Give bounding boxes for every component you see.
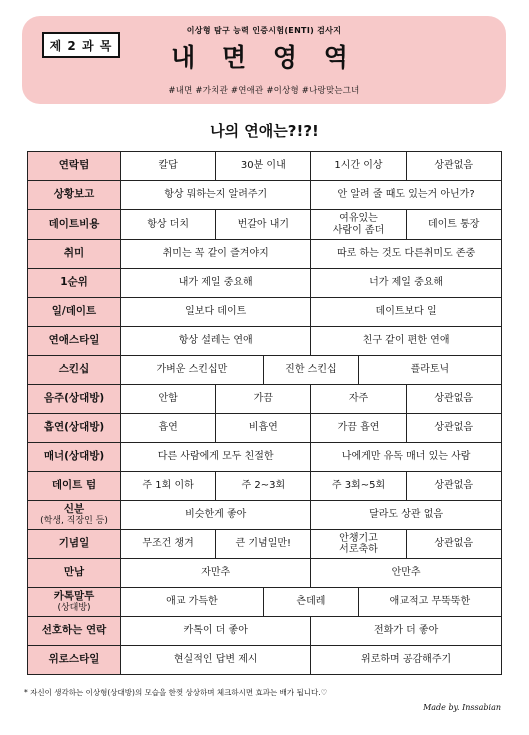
option-cell[interactable]: 데이트보다 일	[311, 298, 501, 327]
table-row	[28, 385, 502, 414]
option-cell[interactable]: 흡연	[121, 414, 216, 443]
row-label	[28, 443, 121, 472]
row-label	[28, 269, 121, 298]
option-cell[interactable]: 안챙기고 서로축하	[311, 530, 406, 559]
option-cell[interactable]: 항상 뭐하는지 알려주기	[121, 181, 311, 210]
option-cell[interactable]: 항상 설레는 연애	[121, 327, 311, 356]
option-cell[interactable]: 상관없음	[406, 530, 501, 559]
table-row	[28, 588, 502, 617]
option-cell[interactable]: 가끔	[216, 385, 311, 414]
table-row	[28, 181, 502, 210]
row-label	[28, 298, 121, 327]
row-label	[28, 210, 121, 240]
table-row	[28, 414, 502, 443]
option-cell[interactable]: 안함	[121, 385, 216, 414]
option-cell[interactable]: 30분 이내	[216, 152, 311, 181]
option-cell[interactable]: 플라토닉	[359, 356, 502, 385]
option-cell[interactable]: 여유있는 사람이 좀더	[311, 210, 406, 240]
option-cell[interactable]: 비흡연	[216, 414, 311, 443]
option-cell[interactable]: 취미는 꼭 같이 즐겨야지	[121, 240, 311, 269]
option-cell[interactable]: 친구 같이 편한 연애	[311, 327, 501, 356]
option-cell[interactable]: 가끔 흡연	[311, 414, 406, 443]
preference-table	[27, 151, 502, 675]
row-label-text: 취미	[63, 247, 85, 260]
table-row	[28, 210, 502, 240]
table-row	[28, 356, 502, 385]
option-cell[interactable]: 현실적인 답변 제시	[121, 646, 311, 675]
option-cell[interactable]: 항상 더치	[121, 210, 216, 240]
table-row	[28, 646, 502, 675]
row-label-text: 매너(상대방)	[43, 450, 105, 463]
row-label	[28, 617, 121, 646]
row-label-text: 흡연(상대방)	[43, 421, 105, 434]
option-cell[interactable]: 상관없음	[406, 414, 501, 443]
option-cell[interactable]: 따로 하는 것도 다른취미도 존중	[311, 240, 501, 269]
table-row	[28, 530, 502, 559]
footnote: * 자신이 생각하는 이상형(상대방)의 모습을 한껏 상상하며 체크하시면 효과는 배가 됩니다.♡	[24, 688, 328, 697]
row-label	[28, 530, 121, 559]
table-row	[28, 472, 502, 501]
row-label-text: 연락텀	[58, 159, 90, 172]
option-cell[interactable]: 자주	[311, 385, 406, 414]
option-cell[interactable]: 상관없음	[406, 472, 501, 501]
row-label	[28, 472, 121, 501]
row-label	[28, 240, 121, 269]
option-cell[interactable]: 내가 제일 중요해	[121, 269, 311, 298]
option-cell[interactable]: 데이트 통장	[406, 210, 501, 240]
row-label	[28, 646, 121, 675]
option-cell[interactable]: 전화가 더 좋아	[311, 617, 501, 646]
row-label	[28, 152, 121, 181]
table-row	[28, 443, 502, 472]
option-cell[interactable]: 비슷한게 좋아	[121, 501, 311, 530]
row-label	[28, 501, 121, 530]
option-cell[interactable]: 애교적고 무뚝뚝한	[359, 588, 502, 617]
row-label-text: 상황보고	[53, 188, 95, 201]
exam-pretitle: 이상형 탐구 능력 인증시험(ENTI) 검사지	[186, 26, 342, 35]
table-row	[28, 617, 502, 646]
option-cell[interactable]: 무조건 챙겨	[121, 530, 216, 559]
made-by: Made by. Inssabian	[423, 703, 501, 712]
option-cell[interactable]: 주 1회 이하	[121, 472, 216, 501]
option-cell[interactable]: 다른 사람에게 모두 친절한	[121, 443, 311, 472]
option-cell[interactable]: 츤데레	[263, 588, 358, 617]
header-banner	[22, 16, 506, 104]
row-label	[28, 559, 121, 588]
row-label	[28, 327, 121, 356]
option-cell[interactable]: 달라도 상관 없음	[311, 501, 501, 530]
row-label-subtext: (학생, 직장인 등)	[40, 515, 108, 526]
row-label-text: 카톡말투	[53, 590, 95, 603]
row-label-subtext: (상대방)	[57, 602, 91, 613]
option-cell[interactable]: 가벼운 스킨십만	[121, 356, 264, 385]
option-cell[interactable]: 안 알려 줄 때도 있는거 아닌가?	[311, 181, 501, 210]
table-row	[28, 501, 502, 530]
option-cell[interactable]: 주 3회~5회	[311, 472, 406, 501]
subject-badge: 제 2 과 목	[42, 32, 120, 58]
option-cell[interactable]: 큰 기념일만!	[216, 530, 311, 559]
option-cell[interactable]: 상관없음	[406, 152, 501, 181]
table-row	[28, 240, 502, 269]
row-label-text: 1순위	[60, 276, 88, 289]
table-row	[28, 559, 502, 588]
row-label-text: 만남	[63, 566, 85, 579]
option-cell[interactable]: 자만추	[121, 559, 311, 588]
table-row	[28, 327, 502, 356]
row-label-text: 데이트비용	[48, 217, 100, 230]
row-label	[28, 414, 121, 443]
option-cell[interactable]: 애교 가득한	[121, 588, 264, 617]
option-cell[interactable]: 너가 제일 중요해	[311, 269, 501, 298]
page-title: 내 면 영 역	[171, 43, 357, 72]
row-label-text: 선호하는 연락	[41, 624, 107, 637]
option-cell[interactable]: 카톡이 더 좋아	[121, 617, 311, 646]
section-subtitle: 나의 연애는?!?!	[210, 122, 319, 140]
row-label-text: 음주(상대방)	[43, 392, 105, 405]
row-label-text: 위로스타일	[48, 653, 100, 666]
row-label-text: 연애스타일	[48, 334, 100, 347]
row-label-text: 일/데이트	[51, 305, 97, 318]
option-cell[interactable]: 안만추	[311, 559, 501, 588]
row-label	[28, 385, 121, 414]
option-cell[interactable]: 칼답	[121, 152, 216, 181]
table-row	[28, 152, 502, 181]
option-cell[interactable]: 주 2~3회	[216, 472, 311, 501]
option-cell[interactable]: 일보다 데이트	[121, 298, 311, 327]
row-label	[28, 356, 121, 385]
row-label-text: 신분	[63, 503, 85, 516]
option-cell[interactable]: 진한 스킨십	[263, 356, 358, 385]
row-label-text: 기념일	[58, 537, 90, 550]
option-cell[interactable]: 상관없음	[406, 385, 501, 414]
hashtags: #내면 #가치관 #연애관 #이상형 #나랑맞는그녀	[168, 86, 360, 96]
option-cell[interactable]: 1시간 이상	[311, 152, 406, 181]
row-label-text: 데이트 텀	[51, 479, 97, 492]
table-row	[28, 298, 502, 327]
table-row	[28, 269, 502, 298]
row-label	[28, 588, 121, 617]
row-label	[28, 181, 121, 210]
option-cell[interactable]: 나에게만 유독 매너 있는 사람	[311, 443, 501, 472]
option-cell[interactable]: 번갈아 내기	[216, 210, 311, 240]
option-cell[interactable]: 위로하며 공감해주기	[311, 646, 501, 675]
row-label-text: 스킨십	[58, 363, 90, 376]
